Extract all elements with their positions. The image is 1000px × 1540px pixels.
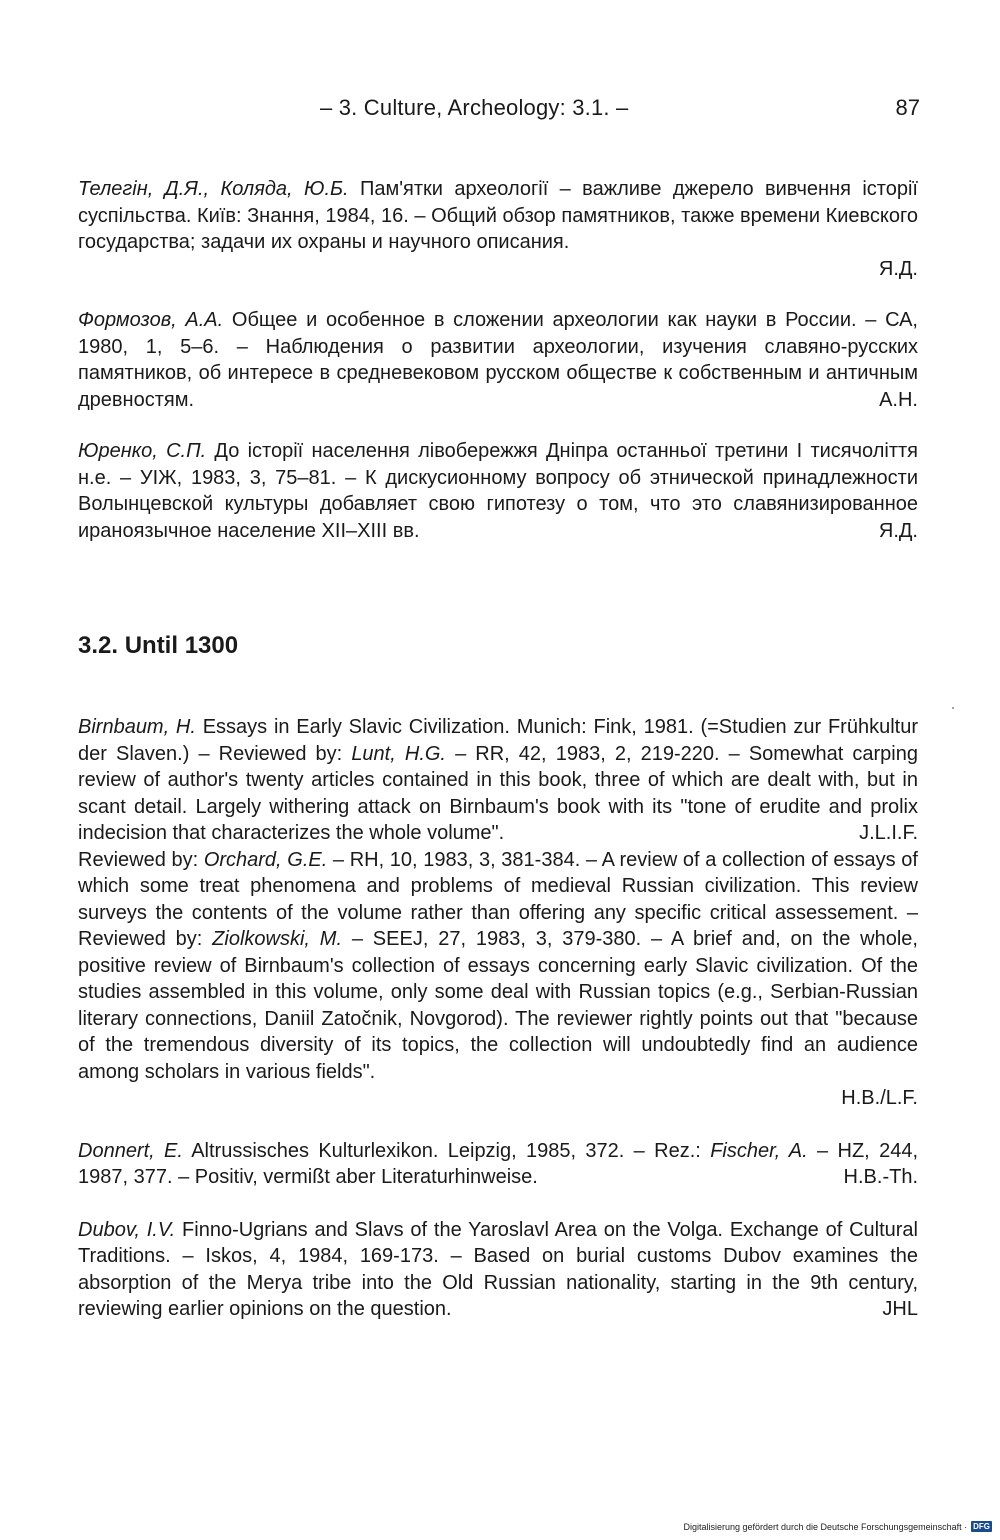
entry-signature: Я.Д. xyxy=(878,519,918,542)
entry-signature: А.Н. xyxy=(879,388,918,411)
digitization-footer xyxy=(683,1521,992,1532)
entry-signature: H.B./L.F. xyxy=(841,1087,918,1109)
reviewer-name: Fischer, A. xyxy=(710,1139,808,1162)
entry-text: – RR, 42, 1983, 2, 219-220. – Somewhat carping review of author's twenty articles contained in this book, three of which are dealt with, but in scant detail. Largely withering attack on Birnbaum's book with its "tone of erudite and prolix indecision that characterizes the whole volume". xyxy=(78,742,918,844)
reviewer-name: Orchard, G.E. xyxy=(203,848,328,871)
running-head: – 3. Culture, Archeology: 3.1. – xyxy=(320,95,629,120)
entry-signature: Я.Д. xyxy=(878,257,918,280)
bibliography-entry xyxy=(78,714,918,847)
bibliography-entry-continued xyxy=(78,847,918,1112)
reviewer-name: Lunt, H.G. xyxy=(351,742,446,765)
section-31-entries xyxy=(78,176,918,544)
entry-signature: JHL xyxy=(882,1298,918,1320)
page-number: 87 xyxy=(895,95,920,120)
section-32-entries xyxy=(78,714,918,1323)
entry-text: – SEEJ, 27, 1983, 3, 379-380. – A brief and, on the whole, positive review of Birnbaum's collection of essays concerning early Slavic civilization. Of the studies assembled in this volume, only some deal with Russian topics (e.g., Serbian-Russian literary connections, Daniil Zatočnik, Novgorod). The reviewer rightly points out that "because of the tremendous diversity of its topics, the collection will undoubtedly find an audience among scholars in various fields". xyxy=(78,928,918,1083)
entry-text: Altrussisches Kulturlexikon. Leipzig, 1985, 372. – Rez.: xyxy=(182,1139,711,1162)
entry-text: – HZ, 244, 1987, 377. – Positiv, vermißt aber Literaturhinweise. xyxy=(78,1139,919,1188)
section-heading: 3.2. Until 1300 xyxy=(78,632,239,659)
entry-author: Формозов, А.А. xyxy=(78,309,224,331)
reviewer-name: Ziolkowski, M. xyxy=(212,928,343,950)
entry-signature: H.B.-Th. xyxy=(843,1166,918,1188)
entry-author: Телегін, Д.Я., Коляда, Ю.Б. xyxy=(78,178,349,200)
entry-text: Общее и особенное в сложении археологии как науки в России. – СА, 1980, 1, 5–6. – Наблюдения о развитии археологии, изучения славяно-русских памятников, об интересе в средневековом русском обществе к собственным и античным древностям. xyxy=(78,309,918,411)
entry-author: Birnbaum, H. xyxy=(78,716,196,738)
bibliography-entry xyxy=(78,307,918,413)
entry-signature: J.L.I.F. xyxy=(859,822,918,844)
entry-text: Reviewed by: xyxy=(78,848,204,871)
footer-text: Digitalisierung gefördert durch die Deutsche Forschungsgemeinschaft · xyxy=(683,1521,968,1532)
bibliography-entry xyxy=(78,176,918,282)
bibliography-entry xyxy=(78,438,918,544)
entry-text: – RH, 10, 1983, 3, 381-384. – A review of a collection of essays of which some treat phenomena and problems of medieval Russian civilization. This review surveys the contents of the volume rather than offering any specific critical assessement. – Reviewed by: xyxy=(78,848,918,950)
entry-text: Finno-Ugrians and Slavs of the Yaroslavl Area on the Volga. Exchange of Cultural Traditions. – Iskos, 4, 1984, 169-173. – Based on burial customs Dubov examines the absorption of the Merya tribe into the Old Russian nationality, starting in the 9th century, reviewing earlier opinions on the question. xyxy=(78,1218,919,1320)
entry-author: Donnert, E. xyxy=(78,1139,183,1162)
entry-author: Юренко, С.П. xyxy=(78,440,207,462)
entry-text: Essays in Early Slavic Civilization. Munich: Fink, 1981. (=Studien zur Frühkultur der Slaven.) – Reviewed by: xyxy=(78,716,918,765)
bibliography-entry xyxy=(78,1217,918,1323)
entry-author: Dubov, I.V. xyxy=(78,1218,176,1241)
bibliography-entry xyxy=(78,1138,918,1191)
scan-speck xyxy=(952,707,954,709)
entry-text: До історії населення лівобережжя Дніпра останньої третини I тисячоліття н.е. – УІЖ, 1983, 3, 75–81. – К дискусионному вопросу об этнической принадлежности Волынцевской культуры добавляет свою гипотезу о том, что это славянизированное ираноязычное население XII–XIII вв. xyxy=(78,440,918,542)
dfg-logo-icon: DFG xyxy=(973,1522,990,1531)
entry-text: Пам'ятки археології – важливе джерело вивчення історії суспільства. Київ: Знання, 1984, 16. – Общий обзор памятников, также времени Киевского государства; задачи их охраны и научного описания. xyxy=(78,178,918,253)
